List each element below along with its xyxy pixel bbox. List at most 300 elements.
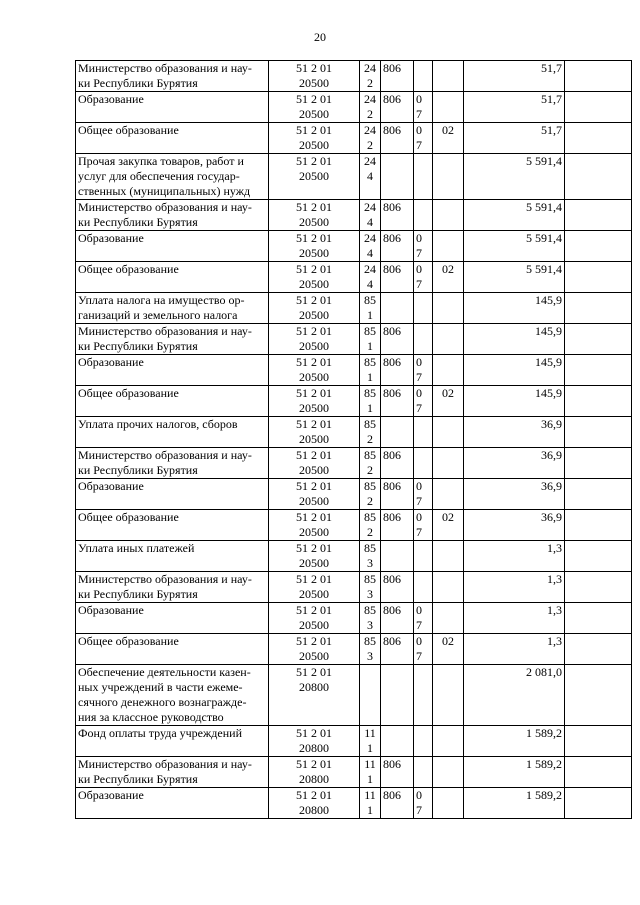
expense-type-line: 3 [367, 556, 373, 570]
ministry-code-cell [381, 123, 414, 154]
section-line [416, 772, 430, 787]
section-line [416, 339, 430, 354]
table-row [76, 541, 632, 572]
expense-type-line: 24 [364, 61, 376, 75]
row-name-line: ки Республики Бурятия [78, 463, 198, 477]
ministry-code: 806 [383, 200, 401, 214]
section-line: 7 [416, 494, 422, 508]
row-name-cell [76, 324, 269, 355]
target-code-cell [269, 92, 360, 123]
ministry-code [383, 154, 411, 169]
table-row [76, 324, 632, 355]
expense-type-cell [360, 541, 381, 572]
expense-type-cell [360, 262, 381, 293]
ministry-code: 806 [383, 92, 401, 106]
empty-cell [565, 634, 632, 665]
target-code-line: 51 2 01 [296, 92, 332, 106]
ministry-code-cell [381, 262, 414, 293]
section-line: 0 [416, 634, 422, 648]
expense-type-line: 85 [364, 386, 376, 400]
target-code-cell [269, 634, 360, 665]
subsection-cell [433, 665, 464, 726]
table-row [76, 231, 632, 262]
expense-type-cell [360, 634, 381, 665]
row-name-cell [76, 123, 269, 154]
expense-type-cell [360, 726, 381, 757]
expense-type-line: 3 [367, 587, 373, 601]
target-code-line: 20500 [299, 107, 329, 121]
expense-type-line: 85 [364, 603, 376, 617]
subsection-code [435, 603, 461, 618]
row-name-line: услуг для обеспечения государ- [78, 169, 240, 183]
expense-type-line: 85 [364, 541, 376, 555]
amount-value: 145,9 [535, 386, 562, 400]
amount-cell [464, 417, 565, 448]
empty-cell [565, 757, 632, 788]
row-name-line: Общее образование [78, 634, 179, 648]
expense-type-line [362, 680, 378, 695]
ministry-code: 806 [383, 61, 401, 75]
target-code-line: 51 2 01 [296, 386, 332, 400]
amount-cell [464, 788, 565, 819]
row-name-line: ганизаций и земельного налога [78, 308, 238, 322]
table-row [76, 92, 632, 123]
row-name-line: Министерство образования и нау- [78, 572, 252, 586]
row-name-cell [76, 634, 269, 665]
section-cell [414, 92, 433, 123]
target-code-line: 20500 [299, 246, 329, 260]
target-code-line: 51 2 01 [296, 154, 332, 168]
target-code-line: 51 2 01 [296, 665, 332, 679]
subsection-code [435, 231, 461, 246]
expense-type-line: 4 [367, 215, 373, 229]
row-name-cell [76, 603, 269, 634]
target-code-line: 51 2 01 [296, 324, 332, 338]
section-line [416, 432, 430, 447]
section-line: 7 [416, 370, 422, 384]
section-cell [414, 200, 433, 231]
row-name-line: Министерство образования и нау- [78, 324, 252, 338]
ministry-code-cell [381, 61, 414, 92]
target-code-line: 51 2 01 [296, 200, 332, 214]
table-row [76, 262, 632, 293]
table-row [76, 355, 632, 386]
expense-type-cell [360, 386, 381, 417]
table-row [76, 665, 632, 726]
table-row [76, 123, 632, 154]
section-line [416, 448, 430, 463]
target-code-cell [269, 200, 360, 231]
target-code-cell [269, 510, 360, 541]
expense-type-line: 2 [367, 463, 373, 477]
row-name-cell [76, 386, 269, 417]
amount-value: 36,9 [541, 448, 562, 462]
target-code-cell [269, 572, 360, 603]
subsection-cell [433, 154, 464, 200]
section-cell [414, 154, 433, 200]
amount-cell [464, 603, 565, 634]
target-code-cell [269, 757, 360, 788]
section-line [416, 572, 430, 587]
subsection-code [435, 417, 461, 432]
expense-type-line: 85 [364, 510, 376, 524]
subsection-cell [433, 726, 464, 757]
amount-cell [464, 757, 565, 788]
amount-value: 1 589,2 [526, 757, 562, 771]
row-name-line: ных учреждений в части ежеме- [78, 680, 243, 694]
row-name-cell [76, 479, 269, 510]
row-name-cell [76, 154, 269, 200]
section-cell [414, 231, 433, 262]
target-code-line: 20500 [299, 463, 329, 477]
amount-cell [464, 572, 565, 603]
expense-type-line: 2 [367, 525, 373, 539]
empty-cell [565, 448, 632, 479]
expense-type-cell [360, 324, 381, 355]
row-name-line: Образование [78, 479, 144, 493]
ministry-code-cell [381, 231, 414, 262]
ministry-code-cell [381, 788, 414, 819]
row-name-line: ки Республики Бурятия [78, 772, 198, 786]
subsection-code [435, 572, 461, 587]
amount-cell [464, 231, 565, 262]
empty-cell [565, 123, 632, 154]
ministry-code: 806 [383, 448, 401, 462]
section-line [416, 741, 430, 756]
target-code-line: 51 2 01 [296, 355, 332, 369]
expense-type-line: 3 [367, 618, 373, 632]
section-line: 0 [416, 603, 422, 617]
ministry-code-cell [381, 200, 414, 231]
row-name-cell [76, 355, 269, 386]
row-name-cell [76, 541, 269, 572]
section-line [416, 324, 430, 339]
empty-cell [565, 541, 632, 572]
ministry-code: 806 [383, 788, 401, 802]
target-code-line: 20500 [299, 215, 329, 229]
expense-type-line: 1 [367, 803, 373, 817]
expense-type-cell [360, 355, 381, 386]
ministry-code: 806 [383, 355, 401, 369]
amount-cell [464, 386, 565, 417]
target-code-line: 51 2 01 [296, 572, 332, 586]
ministry-code-cell [381, 665, 414, 726]
section-line [416, 61, 430, 76]
row-name-line: ки Республики Бурятия [78, 587, 198, 601]
row-name-cell [76, 262, 269, 293]
section-line [416, 308, 430, 323]
table-row [76, 572, 632, 603]
row-name-line: Общее образование [78, 262, 179, 276]
empty-cell [565, 293, 632, 324]
expense-type-line: 4 [367, 246, 373, 260]
subsection-cell [433, 355, 464, 386]
section-cell [414, 61, 433, 92]
target-code-line: 20500 [299, 339, 329, 353]
expense-type-line: 11 [364, 757, 376, 771]
target-code-cell [269, 386, 360, 417]
ministry-code-cell [381, 355, 414, 386]
expense-type-cell [360, 448, 381, 479]
expense-type-line: 85 [364, 355, 376, 369]
section-line: 7 [416, 401, 422, 415]
table-row [76, 603, 632, 634]
subsection-cell [433, 634, 464, 665]
expense-type-line: 2 [367, 76, 373, 90]
expense-type-line: 2 [367, 138, 373, 152]
ministry-code-cell [381, 541, 414, 572]
row-name-line: Уплата иных платежей [78, 541, 195, 555]
ministry-code [383, 293, 411, 308]
target-code-line: 51 2 01 [296, 788, 332, 802]
expense-type-line: 2 [367, 494, 373, 508]
subsection-cell [433, 123, 464, 154]
table-row [76, 417, 632, 448]
section-cell [414, 510, 433, 541]
subsection-cell [433, 510, 464, 541]
section-line [416, 76, 430, 91]
amount-cell [464, 200, 565, 231]
amount-cell [464, 665, 565, 726]
target-code-line: 51 2 01 [296, 757, 332, 771]
ministry-code-cell [381, 386, 414, 417]
target-code-cell [269, 262, 360, 293]
table-row [76, 200, 632, 231]
subsection-code: 02 [442, 123, 454, 137]
amount-value: 51,7 [541, 92, 562, 106]
ministry-code-cell [381, 417, 414, 448]
table-row [76, 293, 632, 324]
empty-cell [565, 231, 632, 262]
ministry-code: 806 [383, 479, 401, 493]
amount-cell [464, 634, 565, 665]
target-code-line: 51 2 01 [296, 61, 332, 75]
row-name-cell [76, 510, 269, 541]
section-cell [414, 324, 433, 355]
amount-cell [464, 479, 565, 510]
subsection-code: 02 [442, 386, 454, 400]
subsection-code [435, 355, 461, 370]
row-name-line: ки Республики Бурятия [78, 339, 198, 353]
section-line [416, 215, 430, 230]
ministry-code-cell [381, 293, 414, 324]
target-code-cell [269, 293, 360, 324]
expense-type-line: 4 [367, 277, 373, 291]
section-line [416, 417, 430, 432]
section-line: 0 [416, 510, 422, 524]
amount-value: 1 589,2 [526, 726, 562, 740]
target-code-line: 20800 [299, 772, 329, 786]
target-code-line: 51 2 01 [296, 123, 332, 137]
empty-cell [565, 61, 632, 92]
expense-type-line: 4 [367, 169, 373, 183]
target-code-line: 51 2 01 [296, 479, 332, 493]
ministry-code: 806 [383, 262, 401, 276]
amount-value: 5 591,4 [526, 262, 562, 276]
ministry-code-cell [381, 92, 414, 123]
amount-cell [464, 726, 565, 757]
target-code-cell [269, 355, 360, 386]
expense-type-cell [360, 757, 381, 788]
subsection-code: 02 [442, 634, 454, 648]
empty-cell [565, 726, 632, 757]
section-line: 7 [416, 803, 422, 817]
target-code-line: 20500 [299, 432, 329, 446]
ministry-code: 806 [383, 324, 401, 338]
section-line: 0 [416, 355, 422, 369]
subsection-code [435, 541, 461, 556]
row-name-cell [76, 448, 269, 479]
row-name-line: Министерство образования и нау- [78, 200, 252, 214]
subsection-code [435, 448, 461, 463]
target-code-line: 20500 [299, 308, 329, 322]
subsection-cell [433, 262, 464, 293]
empty-cell [565, 92, 632, 123]
ministry-code: 806 [383, 123, 401, 137]
subsection-code [435, 200, 461, 215]
expense-type-line: 85 [364, 448, 376, 462]
expense-type-line: 85 [364, 417, 376, 431]
target-code-line: 20500 [299, 277, 329, 291]
ministry-code-cell [381, 324, 414, 355]
row-name-cell [76, 92, 269, 123]
section-cell [414, 634, 433, 665]
ministry-code-cell [381, 726, 414, 757]
amount-cell [464, 355, 565, 386]
target-code-line: 51 2 01 [296, 634, 332, 648]
row-name-cell [76, 417, 269, 448]
expense-type-cell [360, 417, 381, 448]
row-name-line: ния за классное руководство [78, 710, 224, 724]
table-row [76, 386, 632, 417]
target-code-line: 51 2 01 [296, 262, 332, 276]
section-line: 7 [416, 138, 422, 152]
subsection-cell [433, 324, 464, 355]
section-line: 0 [416, 262, 422, 276]
ministry-code [383, 417, 411, 432]
ministry-code-cell [381, 572, 414, 603]
ministry-code: 806 [383, 634, 401, 648]
target-code-line: 20500 [299, 618, 329, 632]
table-row [76, 154, 632, 200]
amount-cell [464, 324, 565, 355]
section-line [416, 757, 430, 772]
target-code-line: 20500 [299, 76, 329, 90]
ministry-code-cell [381, 510, 414, 541]
row-name-line: Обеспечение деятельности казен- [78, 665, 251, 679]
amount-value: 51,7 [541, 123, 562, 137]
section-line: 0 [416, 788, 422, 802]
row-name-cell [76, 788, 269, 819]
amount-value: 36,9 [541, 417, 562, 431]
amount-cell [464, 154, 565, 200]
ministry-code-cell [381, 154, 414, 200]
expense-type-cell [360, 479, 381, 510]
row-name-line: Образование [78, 603, 144, 617]
section-line [416, 200, 430, 215]
expense-type-line: 24 [364, 154, 376, 168]
target-code-line: 51 2 01 [296, 541, 332, 555]
section-line [416, 541, 430, 556]
expense-type-line: 2 [367, 432, 373, 446]
expense-type-cell [360, 293, 381, 324]
row-name-cell [76, 572, 269, 603]
row-name-line: Общее образование [78, 386, 179, 400]
subsection-cell [433, 417, 464, 448]
row-name-line: Фонд оплаты труда учреждений [78, 726, 242, 740]
subsection-code [435, 665, 461, 680]
row-name-line: Образование [78, 92, 144, 106]
amount-value: 1,3 [547, 572, 562, 586]
table-row [76, 479, 632, 510]
section-cell [414, 726, 433, 757]
target-code-line: 51 2 01 [296, 603, 332, 617]
subsection-code [435, 61, 461, 76]
target-code-line: 20800 [299, 680, 329, 694]
row-name-line: Уплата прочих налогов, сборов [78, 417, 238, 431]
section-line: 7 [416, 649, 422, 663]
empty-cell [565, 262, 632, 293]
expense-type-cell [360, 200, 381, 231]
target-code-cell [269, 231, 360, 262]
expense-type-line: 24 [364, 231, 376, 245]
subsection-cell [433, 61, 464, 92]
table-row [76, 61, 632, 92]
row-name-line: Образование [78, 355, 144, 369]
empty-cell [565, 510, 632, 541]
amount-value: 1,3 [547, 634, 562, 648]
ministry-code [383, 541, 411, 556]
ministry-code-cell [381, 634, 414, 665]
table-row [76, 757, 632, 788]
section-line: 0 [416, 479, 422, 493]
target-code-line: 51 2 01 [296, 510, 332, 524]
expense-type-cell [360, 603, 381, 634]
subsection-code [435, 293, 461, 308]
row-name-cell [76, 293, 269, 324]
ministry-code: 806 [383, 510, 401, 524]
ministry-code: 806 [383, 386, 401, 400]
row-name-line: Образование [78, 788, 144, 802]
section-line: 7 [416, 618, 422, 632]
amount-value: 51,7 [541, 61, 562, 75]
expense-type-line: 1 [367, 308, 373, 322]
amount-cell [464, 293, 565, 324]
expense-type-line: 85 [364, 479, 376, 493]
ministry-code: 806 [383, 231, 401, 245]
subsection-cell [433, 603, 464, 634]
expense-type-line: 11 [364, 788, 376, 802]
expense-type-cell [360, 61, 381, 92]
section-line [416, 587, 430, 602]
expense-type-line: 1 [367, 339, 373, 353]
section-line [416, 556, 430, 571]
amount-value: 1 589,2 [526, 788, 562, 802]
amount-value: 145,9 [535, 324, 562, 338]
target-code-line: 51 2 01 [296, 417, 332, 431]
expense-type-line: 2 [367, 107, 373, 121]
row-name-line: Общее образование [78, 123, 179, 137]
target-code-cell [269, 154, 360, 200]
expense-type-line: 85 [364, 324, 376, 338]
subsection-code [435, 92, 461, 107]
target-code-line: 20500 [299, 370, 329, 384]
section-cell [414, 603, 433, 634]
ministry-code-cell [381, 479, 414, 510]
section-line: 7 [416, 246, 422, 260]
subsection-code [435, 324, 461, 339]
empty-cell [565, 479, 632, 510]
